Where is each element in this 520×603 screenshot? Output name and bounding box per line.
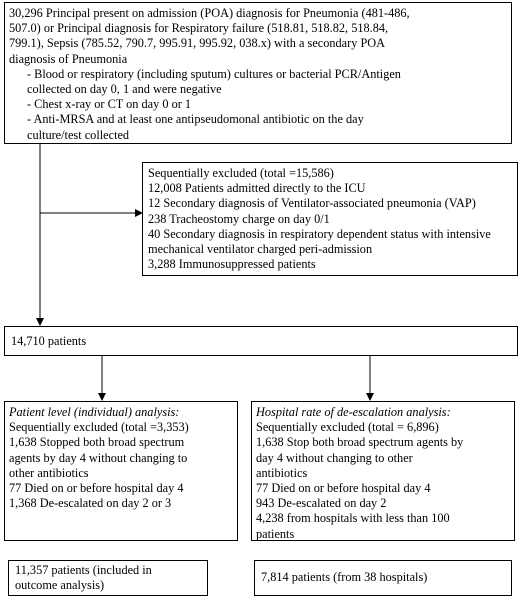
initial-exclusions-box <box>142 162 518 276</box>
criteria-item: culture/test collected <box>27 127 130 142</box>
patient-outcome-box <box>8 560 208 596</box>
total-patients-box <box>4 326 518 356</box>
hospital-outcome-text: 7,814 patients (from 38 hospitals) <box>261 570 428 584</box>
total-patients-text: 14,710 patients <box>11 334 87 348</box>
box1-line: diagnosis of Pneumonia <box>9 51 128 66</box>
analysis-line: antibiotics <box>256 465 308 480</box>
criteria-item: - Blood or respiratory (including sputum) cultures or bacterial PCR/Antigen <box>27 66 401 81</box>
outcome-line: outcome analysis) <box>15 578 105 593</box>
exclusion-line: 12 Secondary diagnosis of Ventilator-associated pneumonia (VAP) <box>148 196 476 211</box>
exclusion-line: 3,288 Immunosuppressed patients <box>148 257 316 272</box>
exclusion-line: mechanical ventilator charged peri-admission <box>148 242 373 257</box>
analysis-line: patients <box>256 526 295 541</box>
analysis-line: 943 De-escalated on day 2 <box>256 496 387 511</box>
analysis-line: Sequentially excluded (total = 6,896) <box>256 420 439 435</box>
analysis-line: day 4 without changing to other <box>256 450 413 465</box>
analysis-line: 1,638 Stopped both broad spectrum <box>9 435 185 450</box>
analysis-line: 77 Died on or before hospital day 4 <box>9 481 184 496</box>
hospital-outcome-box <box>254 560 512 596</box>
criteria-item: - Chest x-ray or CT on day 0 or 1 <box>27 97 192 112</box>
analysis-line: 4,238 from hospitals with less than 100 <box>256 511 450 526</box>
analysis-line: Sequentially excluded (total =3,353) <box>9 420 189 435</box>
criteria-item: - Anti-MRSA and at least one antipseudomonal antibiotic on the day <box>27 112 364 127</box>
analysis-line: 1,368 De-escalated on day 2 or 3 <box>9 496 172 511</box>
inclusion-criteria-box <box>4 2 512 144</box>
patient-level-analysis-box <box>4 401 238 541</box>
analysis-line: other antibiotics <box>9 465 89 480</box>
analysis-line: agents by day 4 without changing to <box>9 450 188 465</box>
box1-line: 799.1), Sepsis (785.52, 790.7, 995.91, 995.92, 038.x) with a secondary POA <box>9 36 386 51</box>
analysis-line: 1,638 Stop both broad spectrum agents by <box>256 435 464 450</box>
analysis-line: 77 Died on or before hospital day 4 <box>256 481 431 496</box>
outcome-line: 11,357 patients (included in <box>15 563 152 577</box>
analysis-title: Patient level (individual) analysis: <box>9 405 180 419</box>
hospital-rate-analysis-box <box>251 401 515 541</box>
exclusion-line: 12,008 Patients admitted directly to the ICU <box>148 181 366 196</box>
analysis-title: Hospital rate of de-escalation analysis: <box>256 405 451 419</box>
box1-line: 30,296 Principal present on admission (POA) diagnosis for Pneumonia (481-486, <box>9 6 410 20</box>
exclusion-line: 40 Secondary diagnosis in respiratory dependent status with intensive <box>148 226 491 241</box>
criteria-item: collected on day 0, 1 and were negative <box>27 82 222 97</box>
exclusion-line: Sequentially excluded (total =15,586) <box>148 166 334 180</box>
exclusion-line: 238 Tracheostomy charge on day 0/1 <box>148 211 330 226</box>
box1-line: 507.0) or Principal diagnosis for Respiratory failure (518.81, 518.82, 518.84, <box>9 21 389 36</box>
